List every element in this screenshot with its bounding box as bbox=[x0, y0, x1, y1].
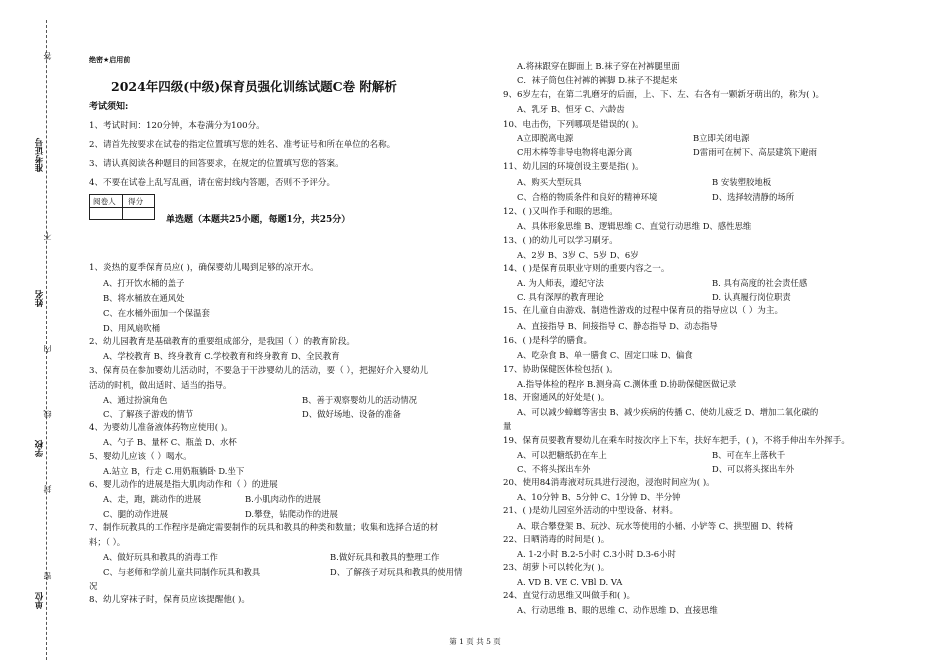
question-stem: 15、在儿童自由游戏、制造性游戏的过程中保育员的指导应以（ ）为主。 bbox=[503, 306, 784, 316]
seal-dashed-line bbox=[46, 20, 47, 660]
question-stem: 5、婴幼儿应该（ ）喝水。 bbox=[89, 452, 192, 462]
question-stem: 2、幼儿园教育是基础教育的重要组成部分，是我国（ ）的教育阶段。 bbox=[89, 337, 356, 347]
question-option: C、在水桶外面加一个保温套 bbox=[103, 308, 210, 318]
question-option: C、不将头探出车外 bbox=[517, 464, 591, 474]
question-option: B. 具有高度的社会责任感 bbox=[712, 278, 808, 288]
question-option: A、通过扮演角色 bbox=[103, 395, 168, 405]
question-option: C、与老师和学前儿童共同制作玩具和教具 bbox=[103, 567, 261, 577]
section-heading: 单选题（本题共25小题，每题1分，共25分） bbox=[166, 215, 351, 225]
seal-char: 内 bbox=[43, 345, 52, 353]
question-option: D、选择较清静的场所 bbox=[712, 192, 795, 202]
question-option: A、学校教育 B、终身教育 C.学校教育和终身教育 D、全民教育 bbox=[103, 351, 340, 361]
question-option: C、了解孩子游戏的情节 bbox=[103, 409, 194, 419]
secret-tag: 绝密★启用前 bbox=[89, 56, 131, 64]
question-option: D雷雨可在树下、高层建筑下避雨 bbox=[693, 147, 817, 157]
question-option: A. 1-2小时 B.2-5小时 C.3小时 D.3-6小时 bbox=[517, 549, 676, 559]
question-option: A、打开饮水桶的盖子 bbox=[103, 278, 185, 288]
question-option: C、合格的物质条件和良好的精神环境 bbox=[517, 192, 658, 202]
exam-number-label: 准考证号 bbox=[35, 138, 45, 172]
question-stem: 13、( )的幼儿可以学习刷牙。 bbox=[503, 236, 618, 246]
question-stem: 11、幼儿园的环境创设主要是指( )。 bbox=[503, 162, 644, 172]
school-label: 学校 bbox=[35, 440, 45, 457]
question-option: A、2岁 B、3岁 C、5岁 D、6岁 bbox=[517, 250, 639, 260]
question-option: 况 bbox=[89, 581, 98, 591]
question-option: D、做好场地、设备的准备 bbox=[302, 409, 401, 419]
question-stem: 17、协助保健医体检包括( )。 bbox=[503, 365, 618, 375]
question-option: C. 具有深厚的教育理论 bbox=[517, 292, 604, 302]
question-option: A、购买大型玩具 bbox=[517, 177, 582, 187]
question-option: A、勺子 B、量杯 C、瓶盖 D、水杯 bbox=[103, 437, 237, 447]
question-option: B、可在车上落秋千 bbox=[712, 450, 786, 460]
question-option: A、直接指导 B、间接指导 C、静态指导 D、动态指导 bbox=[517, 321, 718, 331]
question-option: A、吃杂食 B、单一膳食 C、固定口味 D、偏食 bbox=[517, 350, 693, 360]
question-option: A、10分钟 B、5分钟 C、1分钟 D、半分钟 bbox=[517, 492, 681, 502]
question-option: C．袜子筒包住衬裤的裤脚 D.袜子不提起来 bbox=[517, 75, 678, 85]
question-option: B 安装塑胶地板 bbox=[712, 177, 772, 187]
question-option: D、了解孩子对玩具和教具的使用情 bbox=[330, 567, 463, 577]
question-stem: 16、( )是科学的膳食。 bbox=[503, 336, 593, 346]
question-stem: 22、日晒消毒的时间是( )。 bbox=[503, 535, 610, 545]
unit-label: 单位 bbox=[35, 592, 45, 609]
question-stem: 8、幼儿穿袜子时，保育员应该提醒他( )。 bbox=[89, 595, 250, 605]
question-option: A.指导体检的程序 B.测身高 C.测体重 D.协助保健医做记录 bbox=[517, 379, 737, 389]
question-option: 活动的时机，做出适时、适当的指导。 bbox=[89, 380, 232, 390]
question-option: A、具体形象思维 B、逻辑思维 C、直觉行动思维 D、感性思维 bbox=[517, 221, 752, 231]
page-footer: 第 1 页 共 5 页 bbox=[449, 637, 501, 646]
question-option: D.攀登，钻爬动作的进展 bbox=[245, 509, 338, 519]
question-stem: 1、炎热的夏季保育员应( )，确保婴幼儿喝到足够的凉开水。 bbox=[89, 263, 319, 273]
notice-item: 1、考试时间：120分钟，本卷满分为100分。 bbox=[89, 121, 265, 131]
name-label: 姓名 bbox=[35, 290, 45, 307]
question-option: D、用风扇吹桶 bbox=[103, 323, 160, 333]
question-option: A、走，跑，跳动作的进展 bbox=[103, 494, 202, 504]
notice-heading: 考试须知: bbox=[89, 102, 129, 112]
question-option: 量 bbox=[503, 421, 512, 431]
page-title: 2024年四级(中级)保育员强化训练试题C卷 附解析 bbox=[111, 79, 397, 94]
seal-char: 线 bbox=[43, 410, 52, 418]
question-option: B立即关闭电源 bbox=[693, 133, 750, 143]
seal-char: 封 bbox=[43, 485, 52, 493]
question-option: A. VD B. VE C. VBl D. VA bbox=[517, 577, 623, 587]
question-stem: 24、直觉行动思维又叫做手和( )。 bbox=[503, 591, 636, 601]
question-option: D. 认真履行岗位职责 bbox=[712, 292, 791, 302]
score-box bbox=[89, 194, 155, 220]
notice-item: 2、请首先按要求在试卷的指定位置填写您的姓名、准考证号和所在单位的名称。 bbox=[89, 140, 396, 150]
question-option: D、可以将头探出车外 bbox=[712, 464, 795, 474]
question-option: A立即脱离电源 bbox=[517, 133, 574, 143]
question-option: B.做好玩具和教具的整理工作 bbox=[330, 552, 440, 562]
question-stem: 6、婴儿动作的进展是指大肌肉动作和（ ）的进展 bbox=[89, 480, 278, 490]
question-option: A、做好玩具和教具的消毒工作 bbox=[103, 552, 218, 562]
question-option: C用木棒等非导电物将电源分离 bbox=[517, 147, 633, 157]
question-option: A.站立 B，行走 C.用奶瓶躺卧 D.坐下 bbox=[103, 466, 245, 476]
question-stem: 14、( )是保育员职业守则的重要内容之一。 bbox=[503, 264, 670, 274]
notice-item: 4、不要在试卷上乱写乱画，请在密封线内答题，否则不予评分。 bbox=[89, 178, 336, 188]
question-option: B、善于观察婴幼儿的活动情况 bbox=[302, 395, 418, 405]
question-option: B.小肌肉动作的进展 bbox=[245, 494, 321, 504]
question-stem: 10、电击伤，下列哪项是错误的( )。 bbox=[503, 120, 644, 130]
question-option: A、行动思维 B、眼的思维 C、动作思维 D、直接思维 bbox=[517, 605, 718, 615]
question-stem: 4、为婴幼儿准备液体药物应使用( )。 bbox=[89, 423, 233, 433]
question-stem: 18、开窗通风的好处是( )。 bbox=[503, 393, 610, 403]
seal-char: 答 bbox=[43, 52, 52, 60]
question-option: B、将水桶放在通风处 bbox=[103, 293, 185, 303]
seal-char: 不 bbox=[43, 232, 52, 240]
question-stem: 7、制作玩教具的工作程序是确定需要制作的玩具和教具的种类和数量；收集和选择合适的材 bbox=[89, 523, 439, 533]
question-stem: 19、保育员要教育婴幼儿在乘车时按次序上下车，扶好车把手，( )，不将手伸出车外挥手。 bbox=[503, 436, 850, 446]
seal-char: 密 bbox=[43, 572, 52, 580]
question-option: A、可以把糖纸扔在车上 bbox=[517, 450, 607, 460]
question-option: A.将袜跟穿在脚面上 B.袜子穿在衬裤腿里面 bbox=[517, 61, 680, 71]
notice-item: 3、请认真阅读各种题目的回答要求，在规定的位置填写您的答案。 bbox=[89, 159, 344, 169]
question-option: A、可以减少蟑螂等害虫 B、减少疾病的传播 C、使幼儿疲乏 D、增加二氧化碳的 bbox=[517, 407, 819, 417]
question-stem: 12、( )又叫作手和眼的思维。 bbox=[503, 207, 618, 217]
question-stem: 9、6岁左右，在第二乳磨牙的后面，上、下、左、右各有一颗新牙萌出的，称为( )。 bbox=[503, 90, 825, 100]
question-option: A、乳牙 B、恒牙 C、六龄齿 bbox=[517, 104, 625, 114]
question-option: A、联合攀登架 B、玩沙、玩水等使用的小桶、小铲等 C、拱型圈 D、转椅 bbox=[517, 521, 794, 531]
question-option: C、腿的动作进展 bbox=[103, 509, 169, 519]
question-stem: 21、( )是幼儿园室外活动的中型设备、材料。 bbox=[503, 506, 679, 516]
question-stem: 20、使用84消毒液对玩具进行浸泡，浸泡时间应为( )。 bbox=[503, 478, 715, 488]
question-stem: 3、保育员在参加婴幼儿活动时，不要急于干涉婴幼儿的活动，要（ ），把握好介入婴幼儿 bbox=[89, 366, 429, 376]
score-label: 得分 bbox=[128, 197, 144, 206]
question-option: A. 为人师表，遵纪守法 bbox=[517, 278, 604, 288]
question-stem: 23、胡萝卜可以转化为( )。 bbox=[503, 563, 610, 573]
reviewer-label: 阅卷人 bbox=[93, 197, 116, 206]
question-option: 料；（ ）。 bbox=[89, 537, 126, 547]
